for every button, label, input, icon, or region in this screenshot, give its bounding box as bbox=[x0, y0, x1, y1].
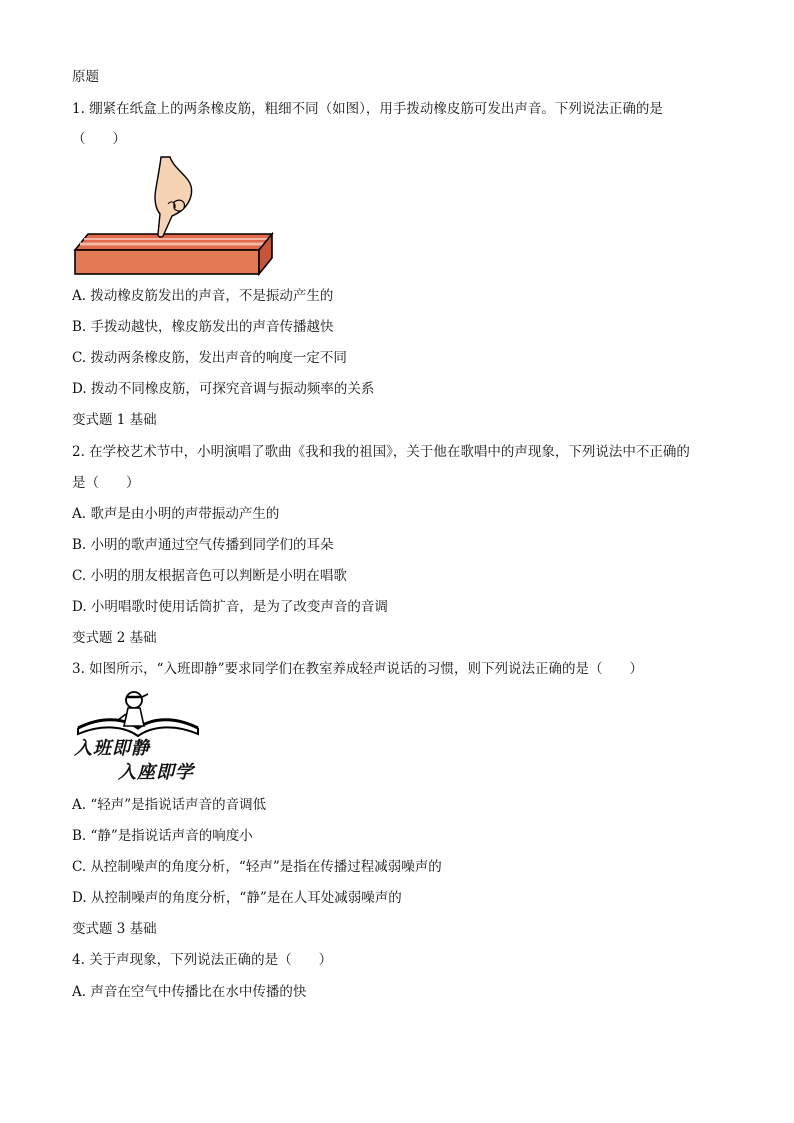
section-variant-2: 变式题 2 基础 bbox=[72, 630, 157, 646]
section-original: 原题 bbox=[72, 69, 99, 85]
q3-option-d: D. 从控制噪声的角度分析，“静”是在人耳处减弱噪声的 bbox=[72, 890, 402, 906]
q2-stem-line2: 是（ ） bbox=[72, 475, 140, 491]
q3-quiet-classroom-figure bbox=[72, 688, 208, 786]
q2-option-d: D. 小明唱歌时使用话筒扩音，是为了改变声音的音调 bbox=[72, 599, 388, 615]
q3-image-caption-line1: 入班即静 bbox=[74, 738, 150, 759]
q4-option-a: A. 声音在空气中传播比在水中传播的快 bbox=[72, 984, 307, 1000]
q1-option-b: B. 手拨动越快，橡皮筋发出的声音传播越快 bbox=[72, 319, 334, 335]
q1-option-c: C. 拨动两条橡皮筋，发出声音的响度一定不同 bbox=[72, 350, 347, 366]
q4-stem-line1: 4. 关于声现象，下列说法正确的是（ ） bbox=[72, 952, 333, 968]
q1-stem-line1: 1. 绷紧在纸盒上的两条橡皮筋，粗细不同（如图），用手拨动橡皮筋可发出声音。下列说法正确的是 bbox=[72, 101, 663, 117]
q3-stem-line1: 3. 如图所示，“入班即静”要求同学们在教室养成轻声说话的习惯，则下列说法正确的是（ ） bbox=[72, 661, 643, 677]
section-variant-3: 变式题 3 基础 bbox=[72, 921, 157, 937]
q1-stem-line2: （ ） bbox=[72, 131, 126, 147]
q2-option-a: A. 歌声是由小明的声带振动产生的 bbox=[72, 506, 280, 522]
q2-option-b: B. 小明的歌声通过空气传播到同学们的耳朵 bbox=[72, 537, 334, 553]
q3-option-c: C. 从控制噪声的角度分析，“轻声”是指在传播过程减弱噪声的 bbox=[72, 859, 442, 875]
q2-stem-line1: 2. 在学校艺术节中，小明演唱了歌曲《我和我的祖国》，关于他在歌唱中的声现象，下列说法中不正确的 bbox=[72, 444, 690, 460]
q1-option-a: A. 拨动橡皮筋发出的声音，不是振动产生的 bbox=[72, 288, 334, 304]
q3-image-caption-line2: 入座即学 bbox=[118, 762, 194, 783]
q1-rubber-band-box-figure bbox=[72, 154, 274, 278]
q2-option-c: C. 小明的朋友根据音色可以判断是小明在唱歌 bbox=[72, 568, 347, 584]
hand-icon bbox=[155, 157, 192, 237]
q1-option-d: D. 拨动不同橡皮筋，可探究音调与振动频率的关系 bbox=[72, 381, 375, 397]
q3-option-a: A. “轻声”是指说话声音的音调低 bbox=[72, 797, 267, 813]
section-variant-1: 变式题 1 基础 bbox=[72, 412, 157, 428]
q3-option-b: B. “静”是指说话声音的响度小 bbox=[72, 828, 253, 844]
